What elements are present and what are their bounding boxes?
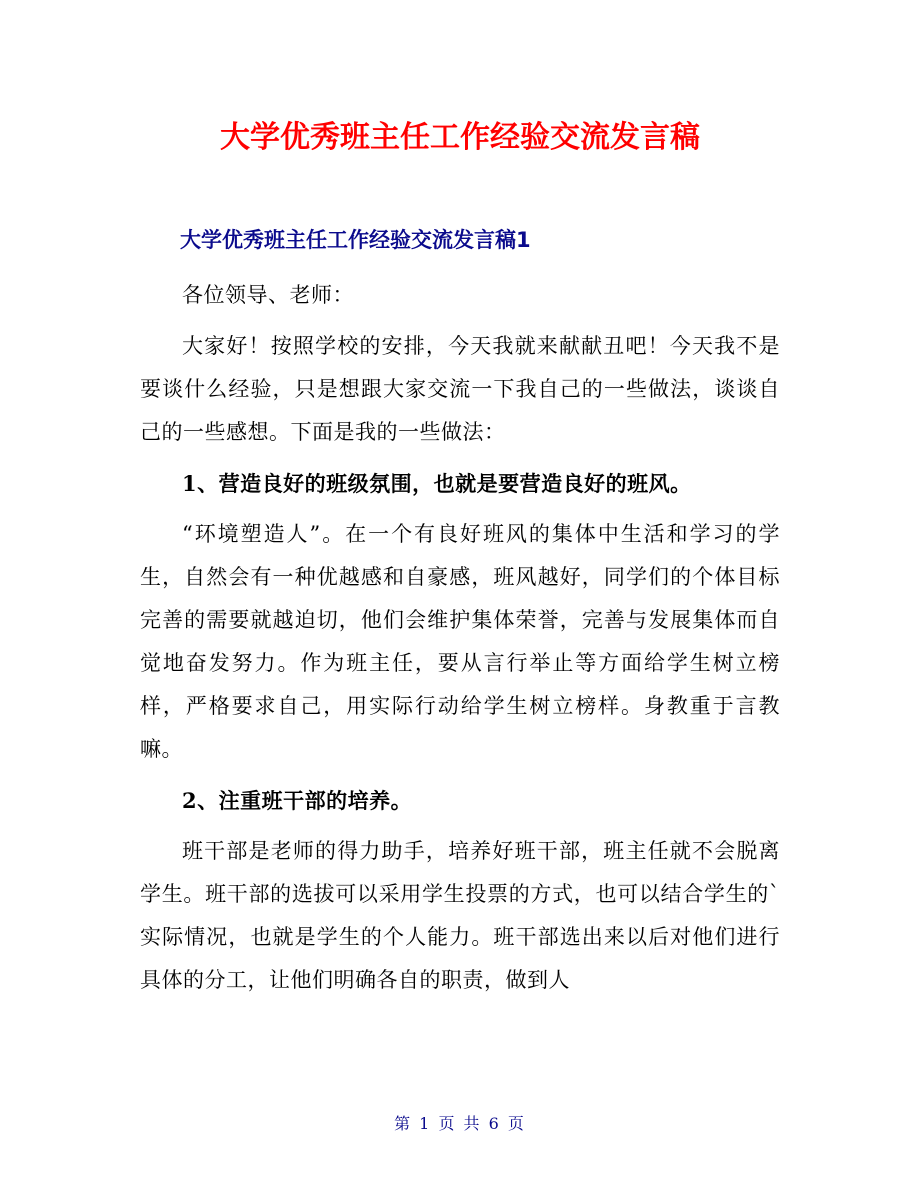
page-number-footer: 第 1 页 共 6 页 xyxy=(394,1114,526,1133)
document-body xyxy=(140,274,780,1010)
paragraph-point-2-heading: 2、注重班干部的培养。 xyxy=(182,788,413,813)
document-title: 大学优秀班主任工作经验交流发言稿 xyxy=(220,120,700,155)
paragraph-salutation: 各位领导、老师： xyxy=(182,283,354,307)
paragraph-point-1-heading: 1、营造良好的班级氛围，也就是要营造良好的班风。 xyxy=(182,471,692,496)
paragraph-intro: 大家好！按照学校的安排，今天我就来献献丑吧！今天我不是要谈什么经验，只是想跟大家交流一下我自己的一些做法，谈谈自己的一些感想。下面是我的一些做法： xyxy=(140,334,780,444)
paragraph-point-1-body: “环境塑造人”。在一个有良好班风的集体中生活和学习的学生，自然会有一种优越感和自豪感，班风越好，同学们的个体目标完善的需要就越迫切，他们会维护集体荣誉，完善与发展集体而自觉地奋发努力。作为班主任，要从言行举止等方面给学生树立榜样，严格要求自己，用实际行动给学生树立榜样。身教重于言教嘛。 xyxy=(140,522,780,761)
paragraph-point-2-body: 班干部是老师的得力助手，培养好班干部，班主任就不会脱离学生。班干部的选拔可以采用学生投票的方式，也可以结合学生的`实际情况，也就是学生的个人能力。班干部选出来以后对他们进行具体的分工，让他们明确各自的职责，做到人 xyxy=(140,839,780,992)
section-heading: 大学优秀班主任工作经验交流发言稿1 xyxy=(180,228,531,252)
